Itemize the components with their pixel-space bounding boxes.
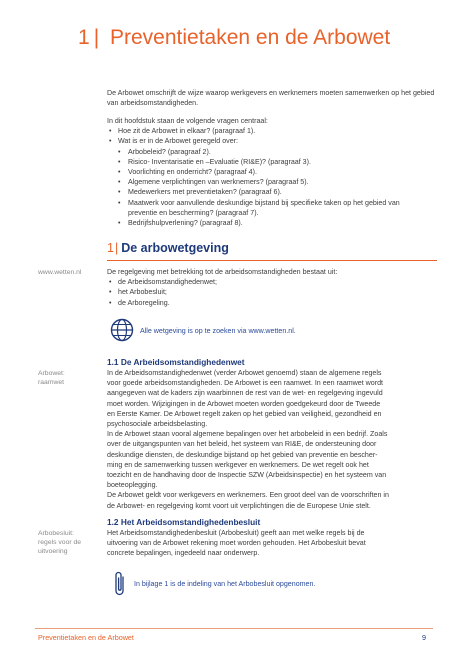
text-line: en Eerste Kamer. De Arbowet regelt zaken op het gebied van veiligheid, gezondheid en xyxy=(107,409,382,418)
text-line: De Arbowet geldt voor werkgevers en werknemers. Een groot deel van de voorschriften in xyxy=(107,491,389,500)
text-line: uitvoering van de Arbowet rekening moet worden gehouden. Het Arbobesluit bevat xyxy=(107,539,366,548)
side-label-line: raamwet xyxy=(38,379,65,386)
side-label-arbowet xyxy=(38,369,65,387)
text-line: Het Arbeidsomstandighedenbesluit (Arbobesluit) geeft aan met welke regels bij de xyxy=(107,529,365,537)
side-label-line: Arbobesluit: xyxy=(38,530,74,537)
list-item: • de Arbeidsomstandighedenwet; xyxy=(107,277,437,287)
side-label-line: regels voor de xyxy=(38,539,82,546)
side-label-wetten: www.wetten.nl xyxy=(38,269,82,276)
list-item: • Medewerkers met preventietaken? (paragraaf 6). xyxy=(107,187,437,197)
text-line: toezicht en de handhaving door de Inspectie SZW (Arbeidsinspectie) en het systeem van xyxy=(107,471,387,480)
regulation-list xyxy=(107,277,437,308)
text-line: psychosociale arbeidsbelasting. xyxy=(107,420,208,429)
page-number: 9 xyxy=(422,633,426,642)
list-item: • Risico- Inventarisatie en –Evaluatie (RI&E)? (paragraaf 3). xyxy=(107,157,437,167)
footer-divider xyxy=(35,628,433,629)
section1-lead: De regelgeving met betrekking tot de arbeidsomstandigheden bestaat uit: xyxy=(107,268,338,276)
side-label-line: Arbowet: xyxy=(38,370,65,377)
side-label-line: uitvoering xyxy=(38,548,68,555)
subsection-heading-1-1: 1.1 De Arbeidsomstandighedenwet xyxy=(107,357,245,367)
intro-subquestions xyxy=(107,147,437,229)
wetten-callout-text: Alle wetgeving is op te zoeken via www.wetten.nl. xyxy=(140,327,296,335)
text-line: In de Arbowet staan vooral algemene bepalingen over het arbobeleid in een bedrijf. Zoals xyxy=(107,430,388,439)
footer-title: Preventietaken en de Arbowet xyxy=(38,633,134,642)
section1-body xyxy=(107,267,437,308)
list-item: • Bedrijfshulpverlening? (paragraaf 8). xyxy=(107,218,437,228)
list-item: • het Arbobesluit; xyxy=(107,287,437,297)
section11-body xyxy=(107,368,439,511)
intro-questions xyxy=(107,126,437,146)
text-line: boeteoplegging. xyxy=(107,481,158,490)
list-item: • Wat is er in de Arbowet geregeld over: xyxy=(107,136,437,146)
list-item: • Voorlichting en onderricht? (paragraaf 4). xyxy=(107,167,437,177)
text-line: over de uitgangspunten van het beleid, het systeem van RI&E, de ondersteuning door xyxy=(107,440,377,449)
text-line: deskundige diensten, de deskundige bijstand op het gebied van preventie en bescher- xyxy=(107,450,378,459)
list-item: • Maatwerk voor aanvullende deskundige bijstand bij specifieke taken op het gebied van preventie en bescherming? (paragraaf 7). xyxy=(107,198,437,218)
intro-list-block xyxy=(107,116,437,228)
section-heading: 1| De arbowetgeving xyxy=(107,241,229,255)
side-label-arbobesluit xyxy=(38,529,81,556)
text-line: voor goede arbeidsomstandigheden. De Arbowet is een raamwet. In een raamwet wordt xyxy=(107,379,384,388)
paperclip-icon xyxy=(113,570,127,598)
text-line: moet worden. Wijzigingen in de Arbowet moeten worden goedgekeurd door de Tweede xyxy=(107,399,381,408)
subsection-heading-1-2: 1.2 Het Arbeidsomstandighedenbesluit xyxy=(107,517,261,527)
section-divider xyxy=(107,260,437,261)
text-line: In de Arbeidsomstandighedenwet (verder Arbowet genoemd) staan de algemene regels xyxy=(107,369,382,377)
globe-icon xyxy=(110,318,134,342)
list-item: • Arbobeleid? (paragraaf 2). xyxy=(107,147,437,157)
chapter-title: Preventietaken en de Arbowet xyxy=(110,26,391,49)
intro-lead: In dit hoofdstuk staan de volgende vragen centraal: xyxy=(107,117,268,125)
text-line: concrete bepalingen, ingedeeld naar onderwerp. xyxy=(107,549,260,558)
text-line: ming en de samenwerking tussen werkgever en werknemers. De wet regelt ook het xyxy=(107,460,369,469)
intro-paragraph: De Arbowet omschrijft de wijze waarop werkgevers en werknemers moeten samenwerken op het gebied van arbeidsomstandigheden. xyxy=(107,89,435,108)
list-item: • de Arboregeling. xyxy=(107,298,437,308)
chapter-number: 1 | xyxy=(78,26,100,49)
appendix-callout-text: In bijlage 1 is de indeling van het Arbobesluit opgenomen. xyxy=(134,580,316,588)
list-item: • Algemene verplichtingen van werknemers? (paragraaf 5). xyxy=(107,177,437,187)
list-item: • Hoe zit de Arbowet in elkaar? (paragraaf 1). xyxy=(107,126,437,136)
section12-body xyxy=(107,528,437,559)
text-line: de Arbowet- en regelgeving komt voort uit verplichtingen die de Europese Unie stelt. xyxy=(107,501,371,510)
text-line: aangegeven wat de kaders zijn waarbinnen de rest van de wet- en regelgeving ingevuld xyxy=(107,389,383,398)
